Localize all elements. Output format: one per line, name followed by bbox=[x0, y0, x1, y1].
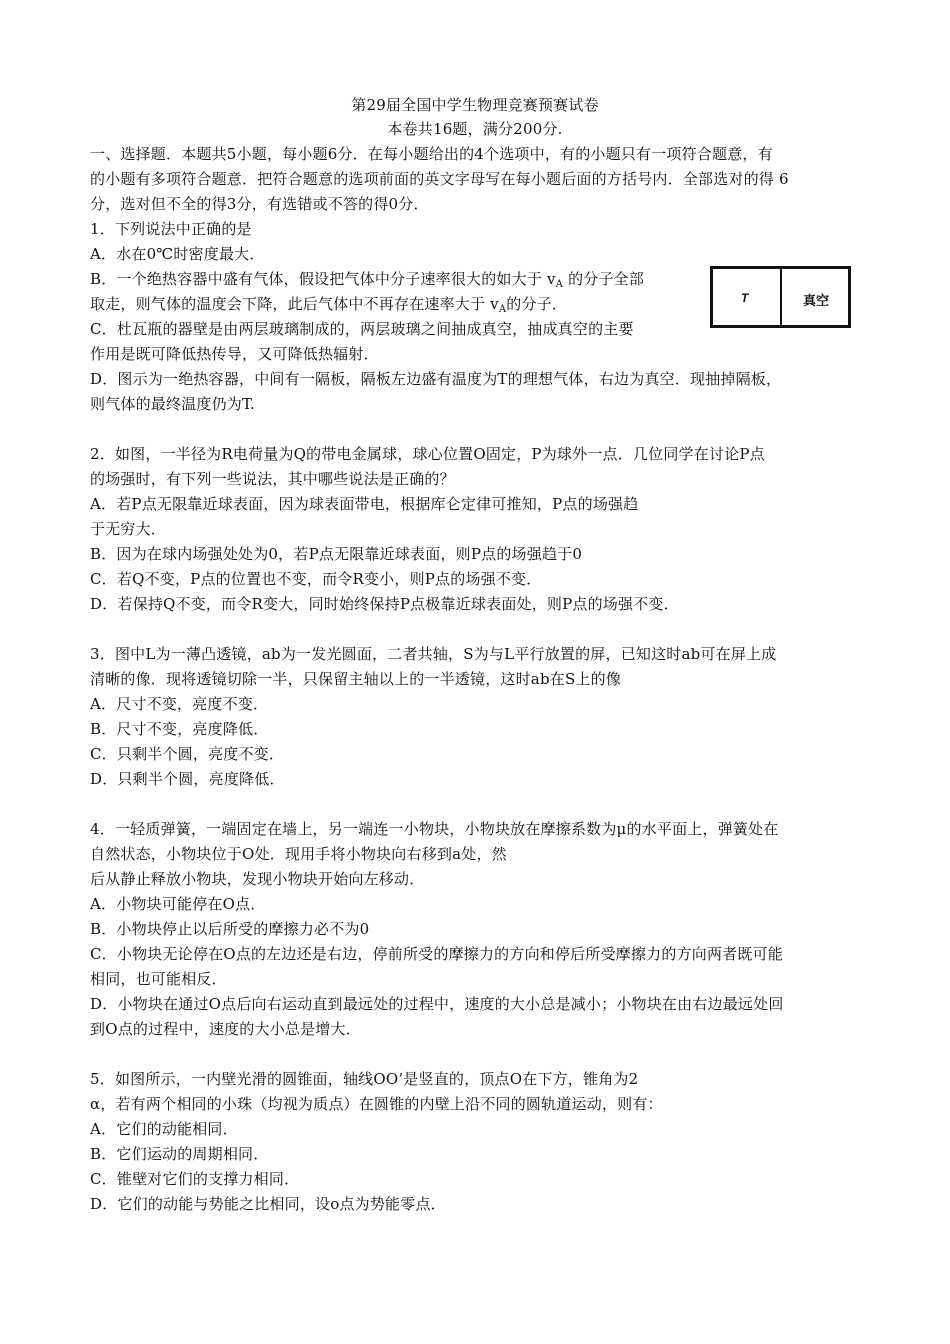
q2-option-d: D．若保持Q不变，而令R变大，同时始终保持P点极靠近球表面处，则P点的场强不变． bbox=[90, 595, 679, 613]
q5-stem-line-2: α，若有两个相同的小珠（均视为质点）在圆锥的内壁上沿不同的圆轨道运动，则有： bbox=[90, 1095, 663, 1113]
q1-option-b-line-2 bbox=[90, 293, 567, 321]
q1-option-b-subscript-2: A bbox=[498, 304, 507, 315]
exam-title: 第29届全国中学生物理竞赛预赛试卷 bbox=[351, 96, 599, 114]
q1-option-c-line-1: C．杜瓦瓶的器壁是由两层玻璃制成的，两层玻璃之间抽成真空，抽成真空的主要 bbox=[90, 320, 634, 338]
insulated-container-figure bbox=[710, 266, 851, 328]
q4-stem-line-3: 后从静止释放小物块，发现小物块开始向左移动． bbox=[90, 870, 425, 888]
section-instructions-line-3: 分，选对但不全的得3分，有选错或不答的得0分． bbox=[90, 195, 429, 213]
q5-option-d: D．它们的动能与势能之比相同，设o点为势能零点． bbox=[90, 1195, 446, 1213]
q1-option-b-text-2: 取走，则气体的温度会下降，此后气体中不再存在速率大于 v bbox=[90, 295, 499, 313]
q1-option-b-text: B．一个绝热容器中盛有气体，假设把气体中分子速率很大的如大于 v bbox=[90, 270, 556, 288]
q3-option-b: B．尺寸不变，亮度降低． bbox=[90, 720, 269, 738]
q1-option-b-text-2-tail: 的分子． bbox=[506, 295, 568, 313]
q1-option-b-line-1 bbox=[90, 268, 644, 296]
q3-option-a: A．尺寸不变，亮度不变． bbox=[90, 695, 269, 713]
q3-option-d: D．只剩半个圆，亮度降低． bbox=[90, 770, 285, 788]
q5-option-c: C．锥壁对它们的支撑力相同． bbox=[90, 1170, 300, 1188]
q4-stem-line-1: 4．一轻质弹簧，一端固定在墙上，另一端连一小物块，小物块放在摩擦系数为μ的水平面上，弹簧处在 bbox=[90, 820, 779, 838]
gas-temperature-label: T bbox=[741, 291, 749, 305]
q4-option-c-line-2: 相同，也可能相反． bbox=[90, 970, 227, 988]
q1-option-d-line-1: D．图示为一绝热容器，中间有一隔板，隔板左边盛有温度为T的理想气体，右边为真空．现抽掉隔板， bbox=[90, 370, 782, 388]
q2-stem-line-1: 2．如图，一半径为R电荷量为Q的带电金属球，球心位置O固定，P为球外一点．几位同学在讨论P点 bbox=[90, 445, 765, 463]
q3-stem-line-2: 清晰的像．现将透镜切除一半，只保留主轴以上的一半透镜，这时ab在S上的像 bbox=[90, 670, 622, 688]
exam-subtitle: 本卷共16题，满分200分. bbox=[387, 120, 563, 138]
q4-option-a: A．小物块可能停在O点． bbox=[90, 895, 266, 913]
q1-option-d-line-2: 则气体的最终温度仍为T. bbox=[90, 395, 255, 413]
q2-option-b: B．因为在球内场强处处为0，若P点无限靠近球表面，则P点的场强趋于0 bbox=[90, 545, 583, 563]
q1-option-a: A．水在0℃时密度最大． bbox=[90, 245, 265, 263]
container-partition bbox=[780, 269, 782, 325]
q4-option-b: B．小物块停止以后所受的摩擦力必不为0 bbox=[90, 920, 370, 938]
q3-option-c: C．只剩半个圆，亮度不变． bbox=[90, 745, 285, 763]
q2-option-a-line-1: A．若P点无限靠近球表面，因为球表面带电，根据库仑定律可推知，P点的场强趋 bbox=[90, 495, 639, 513]
q2-option-c: C．若Q不变，P点的位置也不变，而令R变小，则P点的场强不变． bbox=[90, 570, 542, 588]
q4-option-d-line-2: 到O点的过程中，速度的大小总是增大． bbox=[90, 1020, 361, 1038]
q1-option-c-line-2: 作用是既可降低热传导，又可降低热辐射． bbox=[90, 345, 379, 363]
q1-option-b-text-tail: 的分子全部 bbox=[568, 270, 645, 288]
section-instructions-line-2: 的小题有多项符合题意．把符合题意的选项前面的英文字母写在每小题后面的方括号内．全部选对的得 6 bbox=[90, 170, 789, 188]
q4-stem-line-2: 自然状态，小物块位于O处．现用手将小物块向右移到a处，然 bbox=[90, 845, 507, 863]
q1-stem: 1．下列说法中正确的是 bbox=[90, 220, 252, 238]
q1-option-b-subscript: A bbox=[555, 279, 564, 290]
q4-option-d-line-1: D．小物块在通过O点后向右运动直到最远处的过程中，速度的大小总是减小；小物块在由右边最远处回 bbox=[90, 995, 784, 1013]
vacuum-label: 真空 bbox=[803, 294, 830, 309]
q5-option-b: B．它们运动的周期相同． bbox=[90, 1145, 269, 1163]
q2-option-a-line-2: 于无穷大． bbox=[90, 520, 167, 538]
section-instructions-line-1: 一、选择题．本题共5小题，每小题6分．在每小题给出的4个选项中，有的小题只有一项符合题意，有 bbox=[90, 145, 773, 163]
q4-option-c-line-1: C．小物块无论停在O点的左边还是右边，停前所受的摩擦力的方向和停后所受摩擦力的方向两者既可能 bbox=[90, 945, 783, 963]
q5-option-a: A．它们的动能相同． bbox=[90, 1120, 238, 1138]
q2-stem-line-2: 的场强时，有下列一些说法，其中哪些说法是正确的？ bbox=[90, 470, 455, 488]
q3-stem-line-1: 3．图中L为一薄凸透镜，ab为一发光圆面，二者共轴，S为与L平行放置的屏，已知这时ab可在屏上成 bbox=[90, 645, 777, 663]
q5-stem-line-1: 5．如图所示，一内壁光滑的圆锥面，轴线OO’是竖直的，顶点O在下方，锥角为2 bbox=[90, 1070, 639, 1088]
